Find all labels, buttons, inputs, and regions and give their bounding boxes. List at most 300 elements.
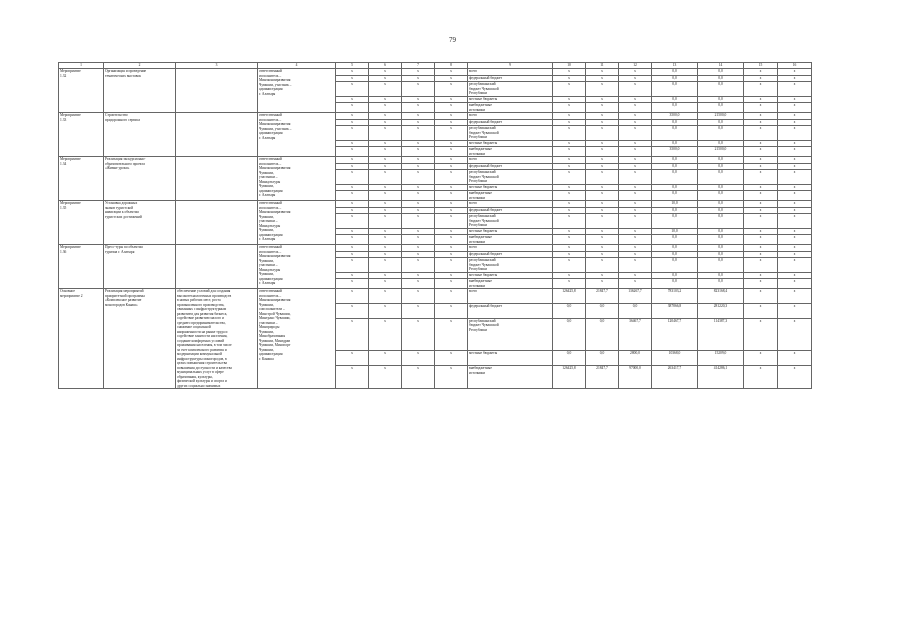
value-cell: x — [744, 366, 778, 389]
block-name: Установка дорожных знаков туристской навигации к объектам туристских достижений — [104, 201, 176, 245]
code-cell: x — [369, 147, 402, 157]
code-cell: x — [435, 201, 468, 208]
value-cell: x — [553, 163, 586, 170]
value-cell: 0,0 — [698, 201, 744, 208]
value-cell: x — [586, 170, 619, 185]
code-cell: x — [402, 228, 435, 235]
block-name: Организация и проведение тематических выставок — [104, 69, 176, 113]
code-cell: x — [435, 214, 468, 229]
column-number: 14 — [698, 63, 744, 69]
code-cell: x — [402, 140, 435, 147]
code-cell: x — [369, 69, 402, 76]
value-cell: 0,0 — [698, 258, 744, 273]
code-cell: x — [435, 318, 468, 351]
code-cell: x — [435, 191, 468, 201]
funding-source: федеральный бюджет — [468, 75, 553, 82]
funding-source: местные бюджеты — [468, 272, 553, 279]
funding-source: всего — [468, 245, 553, 252]
code-cell: x — [336, 318, 369, 351]
funding-source: внебюджетные источники — [468, 103, 553, 113]
value-cell: x — [553, 82, 586, 97]
value-cell: x — [744, 147, 778, 157]
value-cell: 21500,0 — [698, 147, 744, 157]
code-cell: x — [336, 245, 369, 252]
value-cell: x — [586, 191, 619, 201]
funding-source: всего — [468, 289, 553, 304]
code-cell: x — [402, 191, 435, 201]
block-resp: ответственный исполнитель – Минэкономразвития Чувашии, участник – администрация г. Алатыря — [258, 113, 336, 157]
value-cell: 0,0 — [619, 303, 652, 318]
value-cell: 0,0 — [652, 163, 698, 170]
code-cell: x — [402, 351, 435, 366]
value-cell: x — [586, 214, 619, 229]
value-cell: 0,0 — [698, 170, 744, 185]
code-cell: x — [369, 103, 402, 113]
code-cell: x — [435, 279, 468, 289]
block-id: Мероприятие 1.34 — [59, 157, 104, 201]
funding-source: всего — [468, 113, 553, 120]
value-cell: 114387,3 — [698, 318, 744, 351]
value-cell: x — [586, 140, 619, 147]
value-cell: x — [744, 75, 778, 82]
block-goal — [176, 245, 258, 289]
code-cell: x — [435, 75, 468, 82]
code-cell: x — [435, 103, 468, 113]
value-cell: x — [553, 96, 586, 103]
funding-source: федеральный бюджет — [468, 251, 553, 258]
value-cell: 0,0 — [652, 214, 698, 229]
code-cell: x — [402, 303, 435, 318]
funding-source: всего — [468, 201, 553, 208]
budget-table — [58, 62, 812, 389]
value-cell: 0,0 — [698, 69, 744, 76]
funding-source: федеральный бюджет — [468, 303, 553, 318]
block-resp: ответственный исполнитель – Минэкономразвития Чувашии, участники – Минкультуры Чувашии, администрация г. Алатыря — [258, 157, 336, 201]
value-cell: x — [744, 235, 778, 245]
code-cell: x — [369, 207, 402, 214]
value-cell: 783103,2 — [652, 289, 698, 304]
code-cell: x — [336, 201, 369, 208]
value-cell: x — [778, 207, 812, 214]
value-cell: x — [744, 351, 778, 366]
value-cell: x — [744, 69, 778, 76]
value-cell: x — [553, 69, 586, 76]
value-cell: x — [778, 272, 812, 279]
funding-source: всего — [468, 157, 553, 164]
table-row — [59, 289, 812, 304]
block-id: Мероприятие 1.32 — [59, 69, 104, 113]
block-name: Строительство придорожного сервиса — [104, 113, 176, 157]
value-cell: x — [778, 303, 812, 318]
value-cell: x — [778, 147, 812, 157]
value-cell: 0,0 — [652, 170, 698, 185]
funding-source: внебюджетные источники — [468, 191, 553, 201]
value-cell: x — [778, 82, 812, 97]
code-cell: x — [336, 207, 369, 214]
funding-source: внебюджетные источники — [468, 147, 553, 157]
value-cell: 21500,0 — [698, 113, 744, 120]
value-cell: 126425,8 — [553, 289, 586, 304]
funding-source: федеральный бюджет — [468, 207, 553, 214]
code-cell: x — [435, 157, 468, 164]
value-cell: x — [744, 191, 778, 201]
code-cell: x — [336, 113, 369, 120]
value-cell: x — [778, 126, 812, 141]
block-goal: обеспечение условий для создания высокотехнологичных производств в новых рабочих мест, роста промышленного производства, связанных с инфраструктурным развитием для развития бизнеса, содействие развитию малого и среднего предпринимательства, снижение социальной напряженности на рынке труда и содействие занятости населения, создание комфортных условий проживания населения, в том числе за счет комплексного развития и модернизации коммунальной инфраструктуры моногородов, в целях повышения строительства повышения доступности и качества муниципальных услуг в сфере образования, культуры, физической культуры и спорта и других социально значимых — [176, 289, 258, 389]
code-cell: x — [402, 157, 435, 164]
code-cell: x — [435, 96, 468, 103]
code-cell: x — [336, 351, 369, 366]
value-cell: x — [586, 157, 619, 164]
code-cell: x — [369, 279, 402, 289]
value-cell: 0,0 — [698, 184, 744, 191]
value-cell: x — [619, 140, 652, 147]
page-number: 79 — [449, 36, 456, 44]
block-name: Реализация экскурсионно- образовательного проекта «Живые уроки» — [104, 157, 176, 201]
column-number: 5 — [336, 63, 369, 69]
code-cell: x — [369, 272, 402, 279]
column-number: 16 — [778, 63, 812, 69]
code-cell: x — [336, 103, 369, 113]
code-cell: x — [435, 82, 468, 97]
value-cell: 0,0 — [698, 75, 744, 82]
code-cell: x — [336, 191, 369, 201]
code-cell: x — [402, 207, 435, 214]
code-cell: x — [402, 69, 435, 76]
funding-source: местные бюджеты — [468, 184, 553, 191]
code-cell: x — [369, 113, 402, 120]
value-cell: x — [586, 279, 619, 289]
value-cell: 126425,8 — [553, 366, 586, 389]
value-cell: 10,0 — [652, 228, 698, 235]
block-id: Мероприятие 1.36 — [59, 245, 104, 289]
code-cell: x — [336, 157, 369, 164]
code-cell: x — [402, 272, 435, 279]
column-number: 3 — [176, 63, 258, 69]
value-cell: 0,0 — [652, 157, 698, 164]
value-cell: x — [744, 303, 778, 318]
value-cell: 0,0 — [586, 318, 619, 351]
value-cell: 0,0 — [698, 126, 744, 141]
code-cell: x — [402, 184, 435, 191]
value-cell: 0,0 — [698, 140, 744, 147]
value-cell: x — [586, 147, 619, 157]
value-cell: x — [586, 113, 619, 120]
value-cell: x — [553, 245, 586, 252]
value-cell: x — [619, 82, 652, 97]
code-cell: x — [369, 235, 402, 245]
value-cell: 0,0 — [652, 272, 698, 279]
code-cell: x — [369, 170, 402, 185]
column-number: 4 — [258, 63, 336, 69]
code-cell: x — [369, 258, 402, 273]
value-cell: x — [744, 279, 778, 289]
value-cell: x — [553, 103, 586, 113]
value-cell: x — [778, 103, 812, 113]
code-cell: x — [435, 366, 468, 389]
value-cell: x — [553, 170, 586, 185]
value-cell: 0,0 — [698, 163, 744, 170]
code-cell: x — [402, 113, 435, 120]
value-cell: x — [586, 75, 619, 82]
value-cell: 0,0 — [553, 303, 586, 318]
value-cell: x — [619, 251, 652, 258]
value-cell: x — [553, 214, 586, 229]
value-cell: x — [744, 207, 778, 214]
value-cell: 3500,0 — [652, 113, 698, 120]
value-cell: x — [619, 96, 652, 103]
code-cell: x — [369, 289, 402, 304]
value-cell: x — [778, 318, 812, 351]
value-cell: x — [744, 258, 778, 273]
value-cell: 414286,1 — [698, 366, 744, 389]
value-cell: x — [619, 272, 652, 279]
value-cell: x — [553, 207, 586, 214]
code-cell: x — [402, 75, 435, 82]
code-cell: x — [336, 170, 369, 185]
value-cell: x — [586, 163, 619, 170]
code-cell: x — [369, 163, 402, 170]
value-cell: x — [744, 251, 778, 258]
code-cell: x — [369, 184, 402, 191]
value-cell: x — [619, 214, 652, 229]
value-cell: x — [619, 147, 652, 157]
block-name: Пресс-туры по объектам туризма г. Алатыря — [104, 245, 176, 289]
value-cell: x — [553, 272, 586, 279]
value-cell: x — [553, 251, 586, 258]
block-resp: ответственный исполнитель – Минэкономразвития Чувашии, соисполнители – Минстрой Чувашии, Минтранс Чувашии, участники – Минприроды Чувашии, Минобразования Чувашии, Минздрав Чувашии, Минспорт Чувашии, администрация г. Канаша — [258, 289, 336, 389]
code-cell: x — [336, 366, 369, 389]
funding-source: местные бюджеты — [468, 140, 553, 147]
value-cell: 0,0 — [698, 119, 744, 126]
code-cell: x — [369, 366, 402, 389]
value-cell: x — [778, 119, 812, 126]
value-cell: x — [778, 201, 812, 208]
code-cell: x — [369, 245, 402, 252]
value-cell: x — [778, 191, 812, 201]
value-cell: x — [586, 69, 619, 76]
funding-source: республиканский бюджет Чувашской Республики — [468, 82, 553, 97]
code-cell: x — [435, 147, 468, 157]
value-cell: x — [553, 126, 586, 141]
value-cell: 10368,0 — [652, 351, 698, 366]
code-cell: x — [402, 366, 435, 389]
block-goal — [176, 69, 258, 113]
code-cell: x — [336, 289, 369, 304]
value-cell: x — [586, 119, 619, 126]
value-cell: x — [619, 170, 652, 185]
value-cell: x — [744, 289, 778, 304]
column-number: 9 — [468, 63, 553, 69]
code-cell: x — [336, 126, 369, 141]
code-cell: x — [336, 228, 369, 235]
column-number: 13 — [652, 63, 698, 69]
code-cell: x — [369, 191, 402, 201]
code-cell: x — [435, 163, 468, 170]
funding-source: федеральный бюджет — [468, 163, 553, 170]
value-cell: x — [586, 258, 619, 273]
value-cell: x — [778, 351, 812, 366]
value-cell: x — [778, 184, 812, 191]
funding-source: внебюджетные источники — [468, 279, 553, 289]
value-cell: x — [553, 140, 586, 147]
value-cell: 281220,3 — [698, 303, 744, 318]
code-cell: x — [336, 184, 369, 191]
value-cell: x — [586, 201, 619, 208]
value-cell: x — [778, 69, 812, 76]
value-cell: 0,0 — [698, 228, 744, 235]
code-cell: x — [369, 351, 402, 366]
value-cell: x — [553, 119, 586, 126]
column-number: 1 — [59, 63, 104, 69]
code-cell: x — [336, 235, 369, 245]
funding-source: республиканский бюджет Чувашской Республики — [468, 126, 553, 141]
value-cell: x — [586, 235, 619, 245]
value-cell: x — [553, 113, 586, 120]
value-cell: x — [553, 201, 586, 208]
code-cell: x — [336, 272, 369, 279]
block-resp: ответственный исполнитель – Минэкономразвития Чувашии, участники – Минкультуры Чувашии, администрация г. Алатыря — [258, 245, 336, 289]
value-cell: x — [778, 258, 812, 273]
code-cell: x — [369, 96, 402, 103]
code-cell: x — [435, 140, 468, 147]
value-cell: x — [744, 96, 778, 103]
value-cell: x — [586, 251, 619, 258]
code-cell: x — [402, 251, 435, 258]
code-cell: x — [402, 245, 435, 252]
value-cell: 21847,7 — [586, 289, 619, 304]
value-cell: x — [553, 157, 586, 164]
value-cell: x — [778, 366, 812, 389]
value-cell: x — [619, 235, 652, 245]
value-cell: x — [778, 140, 812, 147]
value-cell: x — [553, 184, 586, 191]
value-cell: 0,0 — [652, 119, 698, 126]
value-cell: 0,0 — [553, 351, 586, 366]
block-id: Основное мероприятие 2 — [59, 289, 104, 389]
code-cell: x — [336, 140, 369, 147]
code-cell: x — [435, 235, 468, 245]
value-cell: x — [619, 103, 652, 113]
value-cell: x — [744, 103, 778, 113]
value-cell: 15209,0 — [698, 351, 744, 366]
block-goal — [176, 113, 258, 157]
value-cell: 0,0 — [652, 191, 698, 201]
value-cell: x — [778, 228, 812, 235]
value-cell: x — [778, 289, 812, 304]
code-cell: x — [369, 82, 402, 97]
value-cell: x — [586, 184, 619, 191]
funding-source: внебюджетные источники — [468, 366, 553, 389]
value-cell: 0,0 — [586, 351, 619, 366]
code-cell: x — [435, 119, 468, 126]
value-cell: x — [553, 235, 586, 245]
column-number: 10 — [553, 63, 586, 69]
value-cell: x — [778, 235, 812, 245]
value-cell: x — [619, 126, 652, 141]
code-cell: x — [402, 82, 435, 97]
code-cell: x — [435, 289, 468, 304]
column-number: 12 — [619, 63, 652, 69]
column-number: 8 — [435, 63, 468, 69]
code-cell: x — [402, 214, 435, 229]
value-cell: x — [744, 184, 778, 191]
code-cell: x — [435, 170, 468, 185]
value-cell: 823168,4 — [698, 289, 744, 304]
code-cell: x — [402, 119, 435, 126]
value-cell: 0,0 — [698, 272, 744, 279]
column-number: 7 — [402, 63, 435, 69]
code-cell: x — [435, 272, 468, 279]
value-cell: 136267,7 — [619, 289, 652, 304]
value-cell: 21847,7 — [586, 366, 619, 389]
value-cell: 0,0 — [586, 303, 619, 318]
block-goal — [176, 201, 258, 245]
value-cell: 0,0 — [652, 69, 698, 76]
code-cell: x — [435, 184, 468, 191]
value-cell: x — [619, 201, 652, 208]
code-cell: x — [336, 69, 369, 76]
block-resp: ответственный исполнитель – Минэкономразвития Чувашии, участник – администрация г. Алатыря — [258, 69, 336, 113]
value-cell: x — [744, 113, 778, 120]
code-cell: x — [402, 170, 435, 185]
value-cell: x — [744, 245, 778, 252]
value-cell: 0,0 — [652, 279, 698, 289]
value-cell: 0,0 — [553, 318, 586, 351]
value-cell: 36467,7 — [619, 318, 652, 351]
code-cell: x — [336, 303, 369, 318]
value-cell: 0,0 — [652, 103, 698, 113]
value-cell: x — [744, 126, 778, 141]
value-cell: x — [553, 191, 586, 201]
value-cell: 0,0 — [698, 235, 744, 245]
value-cell: x — [586, 245, 619, 252]
value-cell: 0,0 — [652, 184, 698, 191]
code-cell: x — [435, 113, 468, 120]
code-cell: x — [402, 163, 435, 170]
code-cell: x — [402, 279, 435, 289]
code-cell: x — [435, 228, 468, 235]
value-cell: x — [744, 272, 778, 279]
value-cell: 0,0 — [652, 258, 698, 273]
code-cell: x — [369, 214, 402, 229]
value-cell: x — [619, 184, 652, 191]
value-cell: x — [553, 279, 586, 289]
value-cell: 0,0 — [698, 82, 744, 97]
code-cell: x — [336, 96, 369, 103]
funding-source: внебюджетные источники — [468, 235, 553, 245]
value-cell: 0,0 — [652, 140, 698, 147]
column-number: 11 — [586, 63, 619, 69]
value-cell: x — [553, 228, 586, 235]
value-cell: x — [778, 279, 812, 289]
value-cell: x — [586, 126, 619, 141]
value-cell: 0,0 — [652, 75, 698, 82]
value-cell: 0,0 — [652, 82, 698, 97]
code-cell: x — [369, 318, 402, 351]
value-cell: x — [778, 113, 812, 120]
column-number: 6 — [369, 63, 402, 69]
code-cell: x — [336, 214, 369, 229]
value-cell: x — [744, 163, 778, 170]
value-cell: x — [553, 75, 586, 82]
code-cell: x — [369, 228, 402, 235]
value-cell: 0,0 — [652, 245, 698, 252]
code-cell: x — [336, 75, 369, 82]
code-cell: x — [435, 126, 468, 141]
code-cell: x — [402, 258, 435, 273]
value-cell: 0,0 — [698, 214, 744, 229]
